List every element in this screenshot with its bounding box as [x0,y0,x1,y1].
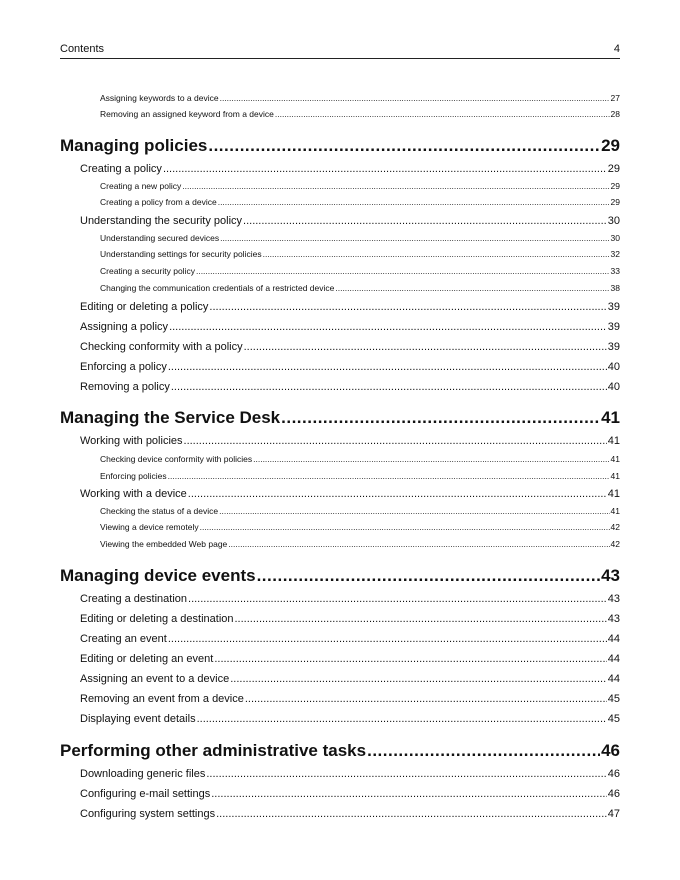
toc-dot-leader [219,505,609,517]
toc-entry-title: Editing or deleting an event [80,653,214,665]
toc-entry-title: Creating a security policy [100,266,195,276]
toc-dot-leader [220,232,609,244]
page-header [60,42,620,59]
toc-dot-leader [243,214,607,229]
toc-entry-title: Understanding settings for security policies [100,249,262,259]
toc-entry-title: Checking the status of a device [100,506,219,516]
toc-entry-title: Creating an event [80,633,167,645]
toc-dot-leader [209,300,606,315]
toc-entry[interactable] [100,282,620,294]
toc-page-number: 41 [607,435,620,447]
toc-page-number: 46 [607,788,620,800]
toc-page-number: 29 [601,136,620,155]
toc-entry[interactable] [80,612,620,627]
toc-page-number: 45 [607,713,620,725]
toc-entry[interactable] [100,265,620,277]
toc-entry[interactable] [80,380,620,395]
toc-entry[interactable] [80,807,620,822]
toc-page-number: 28 [610,109,620,119]
toc-entry[interactable] [100,92,620,104]
toc-dot-leader [218,196,610,208]
toc-entry[interactable] [80,340,620,355]
toc-entry[interactable] [80,632,620,647]
toc-dot-leader [171,380,607,395]
toc-page-number: 29 [607,163,620,175]
toc-entry-title: Assigning keywords to a device [100,93,219,103]
toc-entry-title: Understanding secured devices [100,233,220,243]
toc-entry[interactable] [60,565,620,587]
toc-entry[interactable] [100,453,620,465]
toc-entry-title: Checking conformity with a policy [80,341,243,353]
toc-dot-leader [244,340,607,355]
toc-page-number: 40 [607,361,620,373]
toc-dot-leader [188,592,607,607]
toc-dot-leader [184,434,607,449]
toc-entry[interactable] [100,108,620,120]
toc-dot-leader [245,692,607,707]
toc-entry-title: Enforcing a policy [80,361,167,373]
toc-dot-leader [257,565,601,587]
toc-entry-title: Editing or deleting a policy [80,301,209,313]
toc-entry[interactable] [80,320,620,335]
toc-dot-leader [196,265,610,277]
toc-entry-title: Working with a device [80,488,187,500]
toc-page-number: 38 [610,283,620,293]
toc-entry-title: Removing an assigned keyword from a device [100,109,274,119]
toc-entry[interactable] [80,692,620,707]
toc-entry-title: Understanding the security policy [80,215,243,227]
toc-entry[interactable] [80,487,620,502]
toc-page-number: 45 [607,693,620,705]
toc-dot-leader [220,92,610,104]
toc-page-number: 42 [610,522,620,532]
toc-entry[interactable] [60,740,620,762]
toc-page-number: 33 [610,266,620,276]
toc-entry-title: Removing a policy [80,381,170,393]
toc-entry[interactable] [100,505,620,517]
toc-entry[interactable] [100,538,620,550]
toc-entry[interactable] [80,300,620,315]
toc-entry[interactable] [80,360,620,375]
header-page-number: 4 [613,43,620,55]
toc-entry[interactable] [60,135,620,157]
toc-entry-title: Creating a new policy [100,181,182,191]
toc-page-number: 44 [607,633,620,645]
toc-entry-title: Configuring e-mail settings [80,788,211,800]
toc-entry[interactable] [80,767,620,782]
toc-page-number: 41 [610,471,620,481]
toc-dot-leader [169,320,607,335]
toc-dot-leader [182,180,609,192]
toc-entry-title: Checking device conformity with policies [100,454,253,464]
toc-page-number: 41 [607,488,620,500]
toc-dot-leader [163,162,607,177]
toc-entry-title: Creating a policy from a device [100,197,217,207]
toc-dot-leader [235,612,607,627]
toc-entry[interactable] [80,787,620,802]
toc-entry-title: Changing the communication credentials of a restricted device [100,283,335,293]
toc-entry-title: Enforcing policies [100,471,167,481]
toc-dot-leader [228,538,609,550]
toc-page-number: 41 [601,408,620,427]
toc-page-number: 30 [610,233,620,243]
toc-dot-leader [206,767,606,782]
toc-page-number: 39 [607,321,620,333]
toc-dot-leader [214,652,606,667]
toc-entry[interactable] [80,672,620,687]
toc-entry[interactable] [100,180,620,192]
toc-dot-leader [211,787,607,802]
toc-page-number: 43 [607,613,620,625]
toc-dot-leader [216,807,607,822]
toc-page-number: 39 [607,341,620,353]
toc-dot-leader [188,487,607,502]
toc-page-number: 46 [607,768,620,780]
toc-entry-title: Assigning an event to a device [80,673,230,685]
toc-entry[interactable] [80,162,620,177]
toc-page-number: 43 [607,593,620,605]
toc-page-number: 29 [610,181,620,191]
toc-dot-leader [230,672,607,687]
toc-entry-title: Managing device events [60,566,256,585]
toc-page-number: 29 [610,197,620,207]
toc-entry-title: Working with policies [80,435,183,447]
toc-entry[interactable] [100,470,620,482]
toc-page-number: 44 [607,653,620,665]
toc-entry-title: Creating a destination [80,593,188,605]
toc-dot-leader [208,135,600,157]
toc-entry[interactable] [100,248,620,260]
toc-entry-title: Editing or deleting a destination [80,613,234,625]
toc-entry[interactable] [80,712,620,727]
toc-entry[interactable] [100,196,620,208]
toc-dot-leader [200,521,610,533]
toc-entry[interactable] [80,434,620,449]
toc-page-number: 44 [607,673,620,685]
toc-dot-leader [335,282,609,294]
toc-dot-leader [168,632,607,647]
toc-page-number: 27 [610,93,620,103]
toc-page-number: 40 [607,381,620,393]
toc-page-number: 43 [601,566,620,585]
toc-dot-leader [168,360,607,375]
toc-dot-leader [281,407,600,429]
toc-page-number: 46 [601,741,620,760]
toc-page-number: 42 [610,539,620,549]
toc-page-number: 47 [607,808,620,820]
toc-page-number: 30 [607,215,620,227]
toc-entry[interactable] [80,214,620,229]
toc-dot-leader [275,108,610,120]
toc-entry[interactable] [100,232,620,244]
toc-entry-title: Removing an event from a device [80,693,244,705]
header-title: Contents [60,43,105,55]
toc-page-number: 41 [610,454,620,464]
toc-entry[interactable] [80,652,620,667]
toc-entry-title: Assigning a policy [80,321,169,333]
toc-entry-title: Configuring system settings [80,808,216,820]
toc-page-number: 32 [610,249,620,259]
toc-page-number: 39 [607,301,620,313]
toc-entry-title: Viewing the embedded Web page [100,539,228,549]
toc-entry-title: Creating a policy [80,163,162,175]
toc-entry-title: Managing policies [60,136,208,155]
toc-entry-title: Displaying event details [80,713,196,725]
toc-dot-leader [168,470,610,482]
toc-dot-leader [263,248,610,260]
toc-entry-title: Performing other administrative tasks [60,741,367,760]
toc-dot-leader [367,740,600,762]
toc-entry[interactable] [60,407,620,429]
toc-entry[interactable] [100,521,620,533]
toc-dot-leader [197,712,607,727]
toc-entry-title: Downloading generic files [80,768,206,780]
toc-entry[interactable] [80,592,620,607]
toc-dot-leader [253,453,609,465]
toc-entry-title: Viewing a device remotely [100,522,199,532]
toc-page-number: 41 [610,506,620,516]
toc-entry-title: Managing the Service Desk [60,408,281,427]
